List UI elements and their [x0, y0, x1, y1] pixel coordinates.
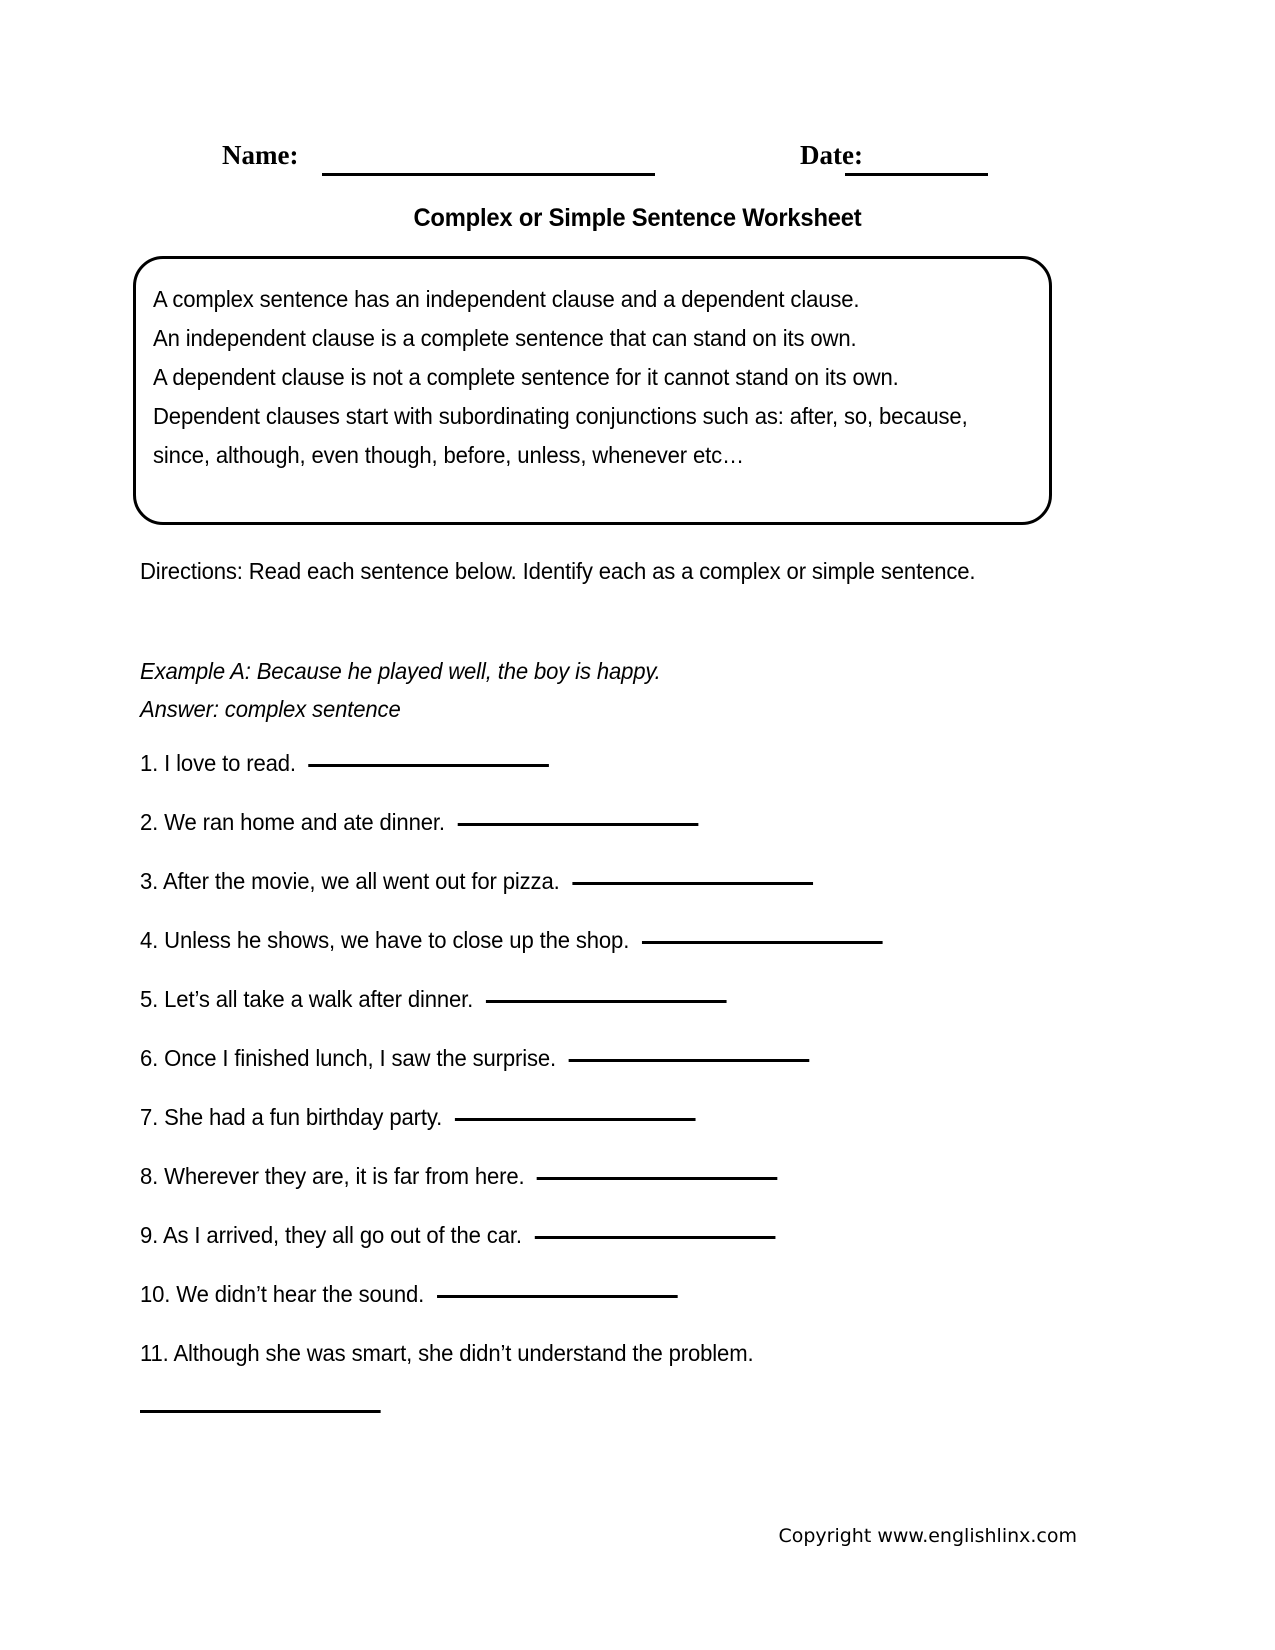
answer-line[interactable] — [437, 1295, 678, 1298]
question-number: 4. — [140, 927, 159, 953]
question-item-11 — [140, 1338, 1150, 1413]
question-number: 5. — [140, 986, 159, 1012]
answer-line[interactable] — [534, 1236, 775, 1239]
question-number: 7. — [140, 1104, 165, 1130]
question-item-3 — [140, 866, 1150, 896]
answer-line[interactable] — [569, 1059, 810, 1062]
question-text: Unless he shows, we have to close up the shop. — [164, 927, 630, 953]
question-text: As I arrived, they all go out of the car. — [162, 1222, 522, 1248]
question-number: 3. — [140, 868, 159, 894]
answer-line[interactable] — [140, 1410, 381, 1413]
question-item-6 — [140, 1043, 1150, 1073]
question-number: 2. — [140, 809, 159, 835]
answer-line[interactable] — [457, 823, 698, 826]
answer-line[interactable] — [572, 882, 813, 885]
copyright-footer: Copyright www.englishlinx.com — [778, 1525, 1077, 1547]
question-text: Once I finished lunch, I saw the surprise. — [164, 1045, 557, 1071]
question-number: 8. — [140, 1163, 159, 1189]
question-text: After the movie, we all went out for pizza. — [162, 868, 560, 894]
question-text: She had a fun birthday party. — [164, 1104, 443, 1130]
definition-box-text — [153, 280, 980, 475]
question-text: Although she was smart, she didn’t understand the problem. — [173, 1340, 754, 1366]
question-item-2 — [140, 807, 1150, 837]
question-list — [140, 748, 1150, 1442]
name-date-header — [222, 138, 1012, 178]
question-item-8 — [140, 1161, 1150, 1191]
directions-text: Directions: Read each sentence below. Identify each as a complex or simple sentence. — [140, 558, 976, 584]
answer-line[interactable] — [308, 764, 549, 767]
question-number: 9. — [140, 1222, 159, 1248]
name-label: Name: — [222, 140, 299, 170]
question-text: We didn’t hear the sound. — [176, 1281, 425, 1307]
page-title: Complex or Simple Sentence Worksheet — [413, 204, 862, 232]
question-item-5 — [140, 984, 1150, 1014]
question-text: We ran home and ate dinner. — [164, 809, 445, 835]
question-item-10 — [140, 1279, 1150, 1309]
answer-line[interactable] — [537, 1177, 778, 1180]
question-item-9 — [140, 1220, 1150, 1250]
question-item-1 — [140, 748, 1150, 778]
definition-line: A dependent clause is not a complete sentence for it cannot stand on its own. — [153, 364, 899, 390]
question-number: 1. — [140, 750, 159, 776]
question-text: I love to read. — [164, 750, 296, 776]
example-block — [140, 652, 986, 728]
answer-line[interactable] — [455, 1118, 696, 1121]
answer-line[interactable] — [642, 941, 883, 944]
question-number: 10. — [140, 1281, 171, 1307]
question-item-7 — [140, 1102, 1150, 1132]
answer-line[interactable] — [486, 1000, 727, 1003]
definition-line: Dependent clauses start with subordinating conjunctions such as: after, so, because, since, although, even though, before, unless, whenever etc… — [153, 403, 968, 468]
example-prompt: Example A: Because he played well, the boy is happy. — [140, 658, 661, 684]
definition-line: An independent clause is a complete sentence that can stand on its own. — [153, 325, 857, 351]
name-input-line[interactable] — [322, 173, 655, 176]
question-text: Let’s all take a walk after dinner. — [164, 986, 474, 1012]
question-item-4 — [140, 925, 1150, 955]
question-number: 6. — [140, 1045, 165, 1071]
question-number: 11. — [140, 1340, 169, 1366]
question-text: Wherever they are, it is far from here. — [164, 1163, 525, 1189]
date-input-line[interactable] — [845, 173, 988, 176]
definition-line: A complex sentence has an independent clause and a dependent clause. — [153, 286, 860, 312]
example-answer: Answer: complex sentence — [140, 696, 401, 722]
date-label: Date: — [800, 140, 863, 170]
